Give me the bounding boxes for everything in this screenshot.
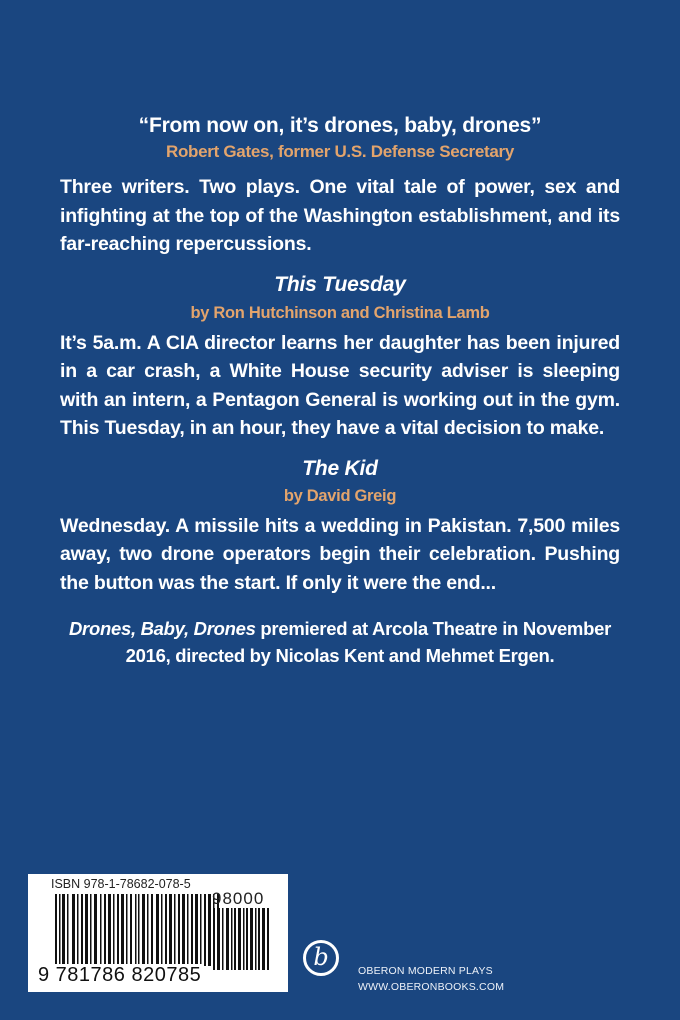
play-title-this-tuesday: This Tuesday: [274, 272, 406, 296]
play-author-the-kid: by David Greig: [283, 486, 397, 505]
pull-quote: “From now on, it’s drones, baby, drones”: [138, 114, 542, 137]
isbn-digits: 9 781786 820785: [38, 964, 204, 987]
premiere-note: [60, 615, 620, 669]
play-title-the-kid: The Kid: [302, 456, 378, 480]
barcode-bars-icon: [53, 894, 221, 970]
logo-glyph: b: [313, 943, 329, 971]
publisher-info: [358, 963, 504, 995]
play-author-this-tuesday: by Ron Hutchinson and Christina Lamb: [190, 303, 490, 322]
play-synopsis-the-kid: Wednesday. A missile hits a wedding in Pakistan. 7,500 miles away, two drone operators begin their celebration. Pushing the button was the start. If only it were the end...: [60, 514, 620, 594]
publisher-website: WWW.OBERONBOOKS.COM: [358, 981, 505, 993]
premiere-details: premiered at Arcola Theatre in November 2016, directed by Nicolas Kent and Mehmet Ergen.: [125, 618, 611, 666]
series-name: OBERON MODERN PLAYS: [358, 965, 493, 977]
production-title: Drones, Baby, Drones: [69, 618, 256, 639]
addon-barcode-bars-icon: [203, 908, 273, 970]
quote-attribution: Robert Gates, former U.S. Defense Secretary: [165, 142, 515, 161]
isbn-label: ISBN 978-1-78682-078-5: [51, 877, 191, 891]
play-synopsis-this-tuesday: It’s 5a.m. A CIA director learns her daughter has been injured in a car crash, a White House security adviser is sleeping with an intern, a Pentagon General is working out in the gym. This Tuesday, in an hour, they have a vital decision to make.: [60, 331, 620, 439]
oberon-logo-icon: [303, 940, 339, 976]
price-code: 98000: [212, 889, 265, 908]
intro-paragraph: Three writers. Two plays. One vital tale of power, sex and infighting at the top of the Washington establishment, and its far-reaching repercussions.: [60, 176, 620, 255]
back-cover-text: [60, 112, 620, 669]
isbn-barcode: [28, 874, 288, 992]
